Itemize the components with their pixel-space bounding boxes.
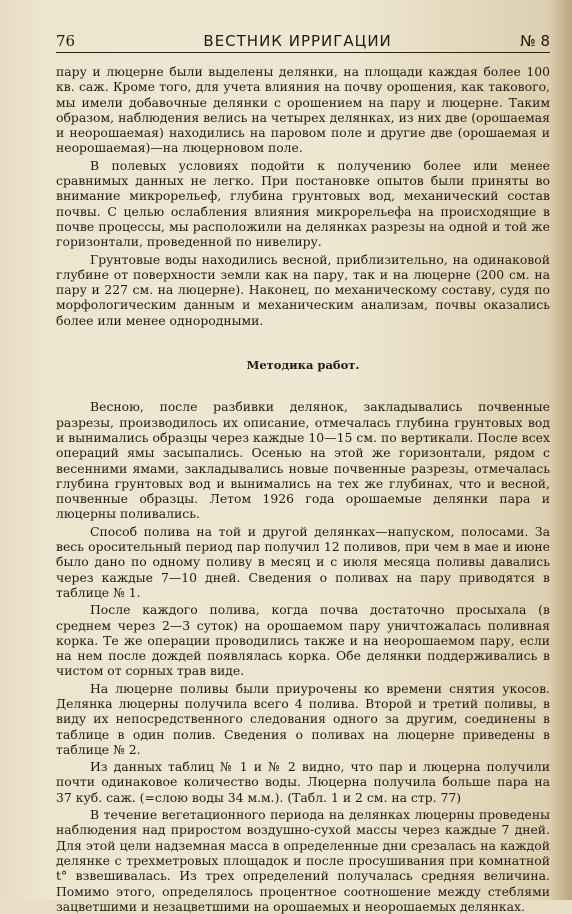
paragraph: Весною, после разбивки делянок, закладывались почвенные разрезы, производилось их описание, отмечалась глубина грунтовых вод и вынимались образцы через каждые 10—15 см. по вертикали. После всех операций ямы засыпались. Осенью на этой же горизонтали, рядом с весенними ямами, закладывались новые почвенные разрезы, отмечалась глубина грунтовых вод и вынимались на тех же глубинах, что и весной, почвенные образцы. Летом 1926 года орошаемые делянки пара и люцерны поливались. bbox=[56, 399, 550, 522]
page-number: 76 bbox=[56, 32, 76, 50]
paragraph: Способ полива на той и другой делянках—напуском, полосами. За весь оросительный период пар получил 12 поливов, при чем в мае и июне было дано по одному поливу в месяц и с июля месяца поливы давались через каждые 7—10 дней. Сведения о поливах на пару приводятся в таблице № 1. bbox=[56, 523, 550, 600]
paragraph: В полевых условиях подойти к получению более или менее сравнимых данных не легко. При постановке опытов были приняты во внимание микрорельеф, глубина грунтовых вод, механический состав почвы. С целью ослабления влияния микрорельефа на происходящие в почве процессы, мы расположили на делянках разрезы на одной и той же горизонтали, проведенной по нивелиру. bbox=[56, 157, 550, 250]
article-body bbox=[56, 64, 550, 914]
paragraph: После каждого полива, когда почва достаточно просыхала (в среднем через 2—3 суток) на орошаемом пару уничтожалась поливная корка. Те же операции проводились также и на неорошаемом пару, если на нем после дождей появлялась корка. Обе делянки поддерживались в чистом от сорных трав виде. bbox=[56, 602, 550, 679]
paragraph: Из данных таблиц № 1 и № 2 видно, что пар и люцерна получили почти одинаковое количество воды. Люцерна получила больше пара на 37 куб. саж. (=слою воды 34 м.м.). (Табл. 1 и 2 см. на стр. 77) bbox=[56, 759, 550, 805]
page-header bbox=[56, 28, 550, 53]
paragraph: Грунтовые воды находились весной, приблизительно, на одинаковой глубине от поверхности земли как на пару, так и на люцерне (200 см. на пару и 227 см. на люцерне). Наконец, по механическому составу, судя по морфологическим данным и механическим анализам, почвы оказались более или менее однородными. bbox=[56, 251, 550, 328]
issue-number: № 8 bbox=[520, 32, 550, 50]
journal-title: ВЕСТНИК ИРРИГАЦИИ bbox=[203, 32, 392, 50]
paragraph: В течение вегетационного периода на делянках люцерны проведены наблюдения над приростом воздушно-сухой массы через каждые 7 дней. Для этой цели надземная масса в определенные дни срезалась на каждой делянке с трехметровых площадок и после просушивания при комнатной t° взвешивалась. Из трех определений получалась средняя величина. Помимо этого, определялось процентное соотношение между стеблями зацветшими и незацветшими на орошаемых и неорошаемых делянках. bbox=[56, 807, 550, 914]
paragraph: пару и люцерне были выделены делянки, на площади каждая более 100 кв. саж. Кроме того, для учета влияния на почву орошения, как такового, мы имели добавочные делянки с орошением на пару и люцерне. Таким образом, наблюдения велись на четырех делянках, из них две (орошаемая и неорошаемая) находились на паровом поле и другие две (орошаемая и неорошаемая)—на люцерновом поле. bbox=[56, 64, 550, 156]
section-heading: Методика работ. bbox=[246, 358, 360, 373]
paragraph: На люцерне поливы были приурочены ко времени снятия укосов. Делянка люцерны получила всего 4 полива. Второй и третий поливы, в виду их непосредственного следования одного за другим, соединены в таблице в один полив. Сведения о поливах на люцерне приведены в таблице № 2. bbox=[56, 680, 550, 757]
